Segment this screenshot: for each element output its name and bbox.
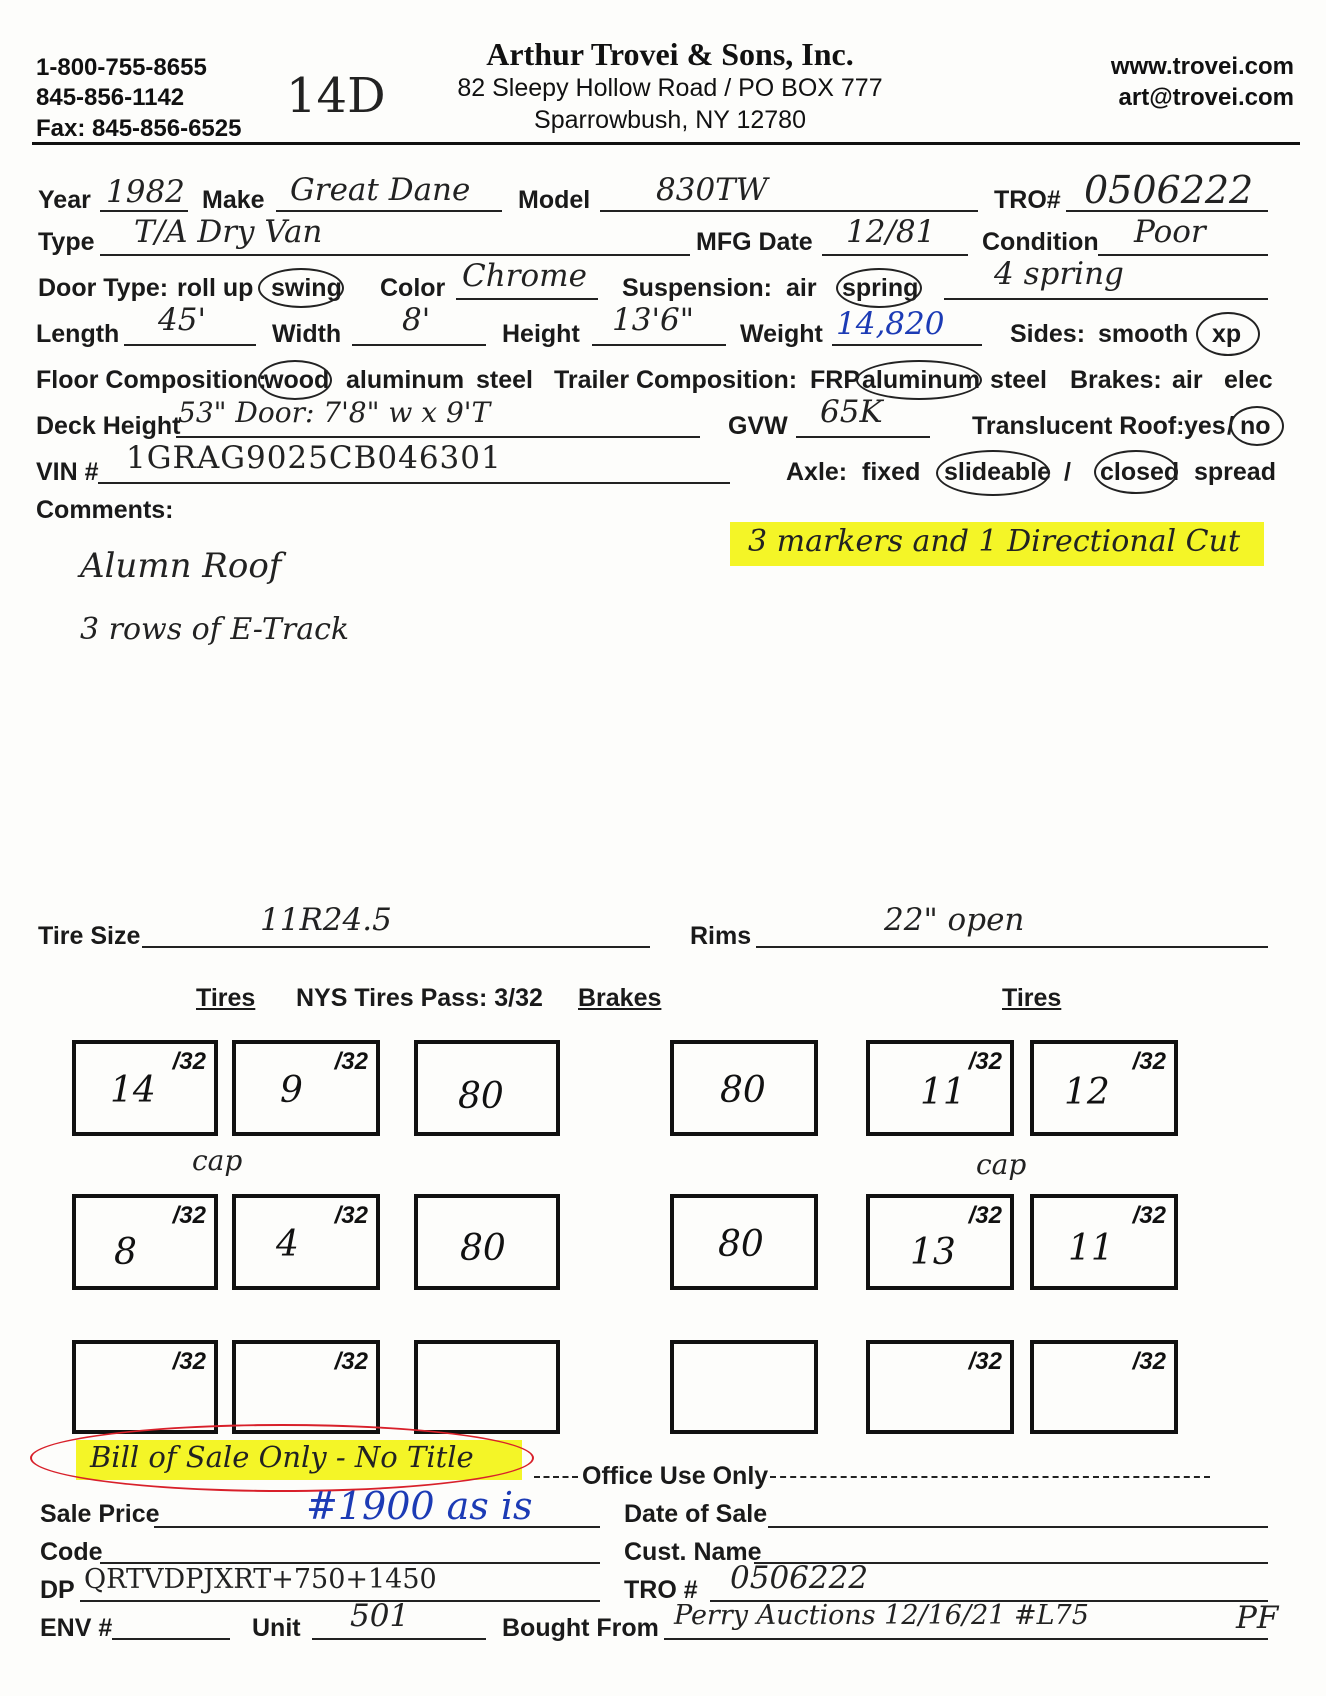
condition-value: Poor — [1134, 214, 1206, 250]
tire-fraction: /32 — [1132, 1048, 1166, 1075]
tire-fraction: /32 — [1132, 1348, 1166, 1375]
year-value: 1982 — [106, 174, 185, 210]
length-value: 45' — [158, 302, 206, 338]
deck-value: 53" Door: 7'8" w x 9'T — [178, 396, 491, 429]
type-value: T/A Dry Van — [134, 214, 323, 250]
width-value: 8' — [402, 302, 431, 338]
tires-header-left: Tires — [196, 984, 256, 1012]
nys-tires-pass: NYS Tires Pass: 3/32 — [296, 984, 543, 1012]
roof-sep: / — [1227, 412, 1234, 440]
make-label: Make — [202, 186, 265, 214]
cust-name-label: Cust. Name — [624, 1538, 762, 1566]
brake-box-r2-right — [670, 1194, 818, 1290]
unit-value: 501 — [350, 1598, 410, 1634]
gvw-label: GVW — [728, 412, 788, 440]
door-opt-swing: swing — [271, 274, 342, 302]
length-line — [124, 344, 256, 346]
unit-label: Unit — [252, 1614, 301, 1642]
date-of-sale-label: Date of Sale — [624, 1500, 768, 1528]
weight-label: Weight — [740, 320, 823, 348]
dp-value: QRTVDPJXRT+750+1450 — [84, 1564, 437, 1595]
axle-sep: / — [1064, 458, 1071, 486]
trailer-comp-label: Trailer Composition: — [554, 366, 798, 394]
tire-fraction: /32 — [172, 1202, 206, 1229]
gvw-value: 65K — [820, 394, 883, 430]
floor-opt-aluminum: aluminum — [346, 366, 465, 394]
floor-wood-circle — [258, 360, 332, 400]
mfg-value: 12/81 — [846, 214, 936, 250]
company-name: Arthur Trovei & Sons, Inc. — [486, 36, 854, 72]
suspension-label: Suspension: — [622, 274, 773, 302]
dp-label: DP — [40, 1576, 75, 1604]
axle-opt-closed: closed — [1100, 458, 1180, 486]
sides-opt-xp: xp — [1212, 320, 1242, 348]
floor-opt-steel: steel — [476, 366, 533, 394]
comment-highlight-text: 3 markers and 1 Directional Cut — [748, 524, 1240, 559]
mfg-label: MFG Date — [696, 228, 813, 256]
door-swing-circle — [258, 268, 344, 308]
year-label: Year — [38, 186, 91, 214]
brake-value: 80 — [720, 1070, 766, 1111]
axle-slideable-circle — [936, 450, 1050, 496]
header-divider — [32, 142, 1300, 145]
tire-fraction: /32 — [1132, 1202, 1166, 1229]
bought-from-label: Bought From — [502, 1614, 659, 1642]
tire-box-r3-c1 — [72, 1340, 218, 1434]
tire-size-line — [142, 946, 650, 948]
bought-from-value: Perry Auctions 12/16/21 #L75 — [674, 1600, 1089, 1631]
sale-price-value: #1900 as is — [306, 1484, 533, 1528]
tire-fraction: /32 — [172, 1348, 206, 1375]
tire-fraction: /32 — [968, 1048, 1002, 1075]
company-address-1: 82 Sleepy Hollow Road / PO BOX 777 — [457, 74, 883, 102]
axle-opt-spread: spread — [1194, 458, 1276, 486]
tire-box-r1-c2 — [232, 1040, 380, 1136]
tire-box-r1-c5 — [866, 1040, 1014, 1136]
axle-opt-slideable: slideable — [944, 458, 1051, 486]
tire-box-r1-c6 — [1030, 1040, 1178, 1136]
vin-value: 1GRAG9025CB046301 — [126, 440, 502, 476]
bill-of-sale-note: Bill of Sale Only - No Title — [90, 1440, 474, 1474]
brakes-opt-air: air — [1172, 366, 1203, 394]
suspension-line — [944, 298, 1268, 300]
tire-box-r3-c2 — [232, 1340, 380, 1434]
handwritten-code: 14D — [286, 68, 386, 124]
date-of-sale-line — [768, 1526, 1268, 1528]
brake-box-r3-right — [670, 1340, 818, 1434]
tire-value: 13 — [910, 1232, 956, 1273]
vin-label: VIN # — [36, 458, 99, 486]
door-type-label: Door Type: — [38, 274, 169, 302]
deck-line — [176, 436, 700, 438]
office-divider-right — [770, 1476, 1210, 1478]
sale-price-label: Sale Price — [40, 1500, 160, 1528]
brakes-opt-elec: elec — [1224, 366, 1273, 394]
type-line — [100, 254, 690, 256]
roof-no-circle — [1230, 406, 1284, 446]
sides-opt-smooth: smooth — [1098, 320, 1189, 348]
tire-fraction: /32 — [334, 1348, 368, 1375]
tire-fraction: /32 — [968, 1348, 1002, 1375]
code-label: Code — [40, 1538, 103, 1566]
mfg-line — [822, 254, 968, 256]
tire-box-r3-c5 — [866, 1340, 1014, 1434]
initials: PF — [1236, 1600, 1279, 1636]
deck-label: Deck Height — [36, 412, 181, 440]
env-label: ENV # — [40, 1614, 113, 1642]
susp-spring-circle — [836, 268, 922, 308]
brakes-header: Brakes — [578, 984, 662, 1012]
axle-opt-fixed: fixed — [862, 458, 921, 486]
office-use-label: Office Use Only — [582, 1462, 769, 1490]
comment-line-1: Alumn Roof — [80, 546, 282, 586]
gvw-line — [796, 436, 930, 438]
tc-opt-aluminum: aluminum — [862, 366, 981, 394]
axle-label: Axle: — [786, 458, 848, 486]
company-address-2: Sparrowbush, NY 12780 — [534, 106, 806, 134]
susp-opt-spring: spring — [842, 274, 919, 302]
height-line — [592, 344, 726, 346]
height-value: 13'6" — [612, 302, 694, 338]
brake-box-r3-left — [414, 1340, 560, 1434]
tire-box-r2-c5 — [866, 1194, 1014, 1290]
color-label: Color — [380, 274, 446, 302]
env-line — [112, 1638, 230, 1640]
vin-line — [98, 482, 730, 484]
tire-box-r2-c6 — [1030, 1194, 1178, 1290]
brake-box-r1-right — [670, 1040, 818, 1136]
sides-xp-circle — [1196, 312, 1260, 356]
phone-1: 1-800-755-8655 — [36, 54, 207, 81]
tires-header-right: Tires — [1002, 984, 1062, 1012]
tire-value: 8 — [114, 1232, 137, 1273]
tire-value: 14 — [110, 1070, 156, 1111]
tire-value: 12 — [1064, 1072, 1110, 1113]
sides-label: Sides: — [1010, 320, 1086, 348]
rims-value: 22" open — [884, 902, 1025, 938]
bought-from-line — [664, 1638, 1268, 1640]
tire-value: 11 — [1068, 1228, 1114, 1269]
susp-opt-air: air — [786, 274, 817, 302]
brake-value: 80 — [460, 1228, 506, 1269]
rims-label: Rims — [690, 922, 752, 950]
floor-label: Floor Composition: — [36, 366, 267, 394]
brake-value: 80 — [718, 1224, 764, 1265]
brake-box-r2-left — [414, 1194, 560, 1290]
model-value: 830TW — [656, 172, 768, 208]
roof-opt-no: no — [1240, 412, 1271, 440]
tire-fraction: /32 — [172, 1048, 206, 1075]
weight-value: 14,820 — [836, 306, 945, 342]
roof-label: Translucent Roof: — [972, 412, 1185, 440]
axle-closed-circle — [1094, 450, 1178, 494]
make-line — [276, 210, 502, 212]
brakes-label: Brakes: — [1070, 366, 1162, 394]
website: www.trovei.com — [1110, 53, 1294, 80]
cap-note-right: cap — [976, 1148, 1027, 1181]
make-value: Great Dane — [290, 172, 471, 208]
model-label: Model — [518, 186, 591, 214]
suspension-value: 4 spring — [994, 256, 1124, 292]
office-divider-left — [534, 1476, 578, 1478]
model-line — [600, 210, 978, 212]
door-opt-rollup: roll up — [177, 274, 254, 302]
brake-box-r1-left — [414, 1040, 560, 1136]
cap-note-left: cap — [192, 1144, 243, 1177]
floor-opt-wood: wood — [264, 366, 330, 394]
tire-fraction: /32 — [334, 1048, 368, 1075]
fax: Fax: 845-856-6525 — [36, 115, 242, 142]
tire-size-label: Tire Size — [38, 922, 141, 950]
color-line — [456, 298, 598, 300]
roof-opt-yes: yes — [1184, 412, 1226, 440]
dp-line — [80, 1600, 600, 1602]
tire-size-value: 11R24.5 — [260, 902, 392, 938]
tire-box-r1-c1 — [72, 1040, 218, 1136]
height-label: Height — [502, 320, 580, 348]
phone-2: 845-856-1142 — [36, 84, 185, 111]
year-line — [100, 210, 188, 212]
tire-value: 11 — [920, 1072, 966, 1113]
tire-fraction: /32 — [968, 1202, 1002, 1229]
tire-box-r3-c6 — [1030, 1340, 1178, 1434]
type-label: Type — [38, 228, 95, 256]
tire-box-r2-c1 — [72, 1194, 218, 1290]
tire-box-r2-c2 — [232, 1194, 380, 1290]
office-tro-value: 0506222 — [730, 1560, 869, 1596]
width-label: Width — [272, 320, 342, 348]
rims-line — [756, 946, 1268, 948]
tc-opt-steel: steel — [990, 366, 1047, 394]
email: art@trovei.com — [1118, 84, 1294, 111]
brake-value: 80 — [458, 1076, 504, 1117]
office-tro-label: TRO # — [624, 1576, 698, 1604]
weight-line — [832, 344, 982, 346]
tire-fraction: /32 — [334, 1202, 368, 1229]
width-line — [352, 344, 486, 346]
tro-label: TRO# — [994, 186, 1061, 214]
length-label: Length — [36, 320, 120, 348]
unit-line — [312, 1638, 486, 1640]
condition-label: Condition — [982, 228, 1099, 256]
tc-opt-frp: FRP — [810, 366, 860, 394]
comment-line-2: 3 rows of E-Track — [80, 612, 350, 647]
tro-value: 0506222 — [1084, 168, 1254, 212]
color-value: Chrome — [462, 258, 587, 294]
tire-value: 9 — [280, 1070, 303, 1111]
comments-label: Comments: — [36, 496, 174, 524]
tire-value: 4 — [276, 1224, 299, 1265]
